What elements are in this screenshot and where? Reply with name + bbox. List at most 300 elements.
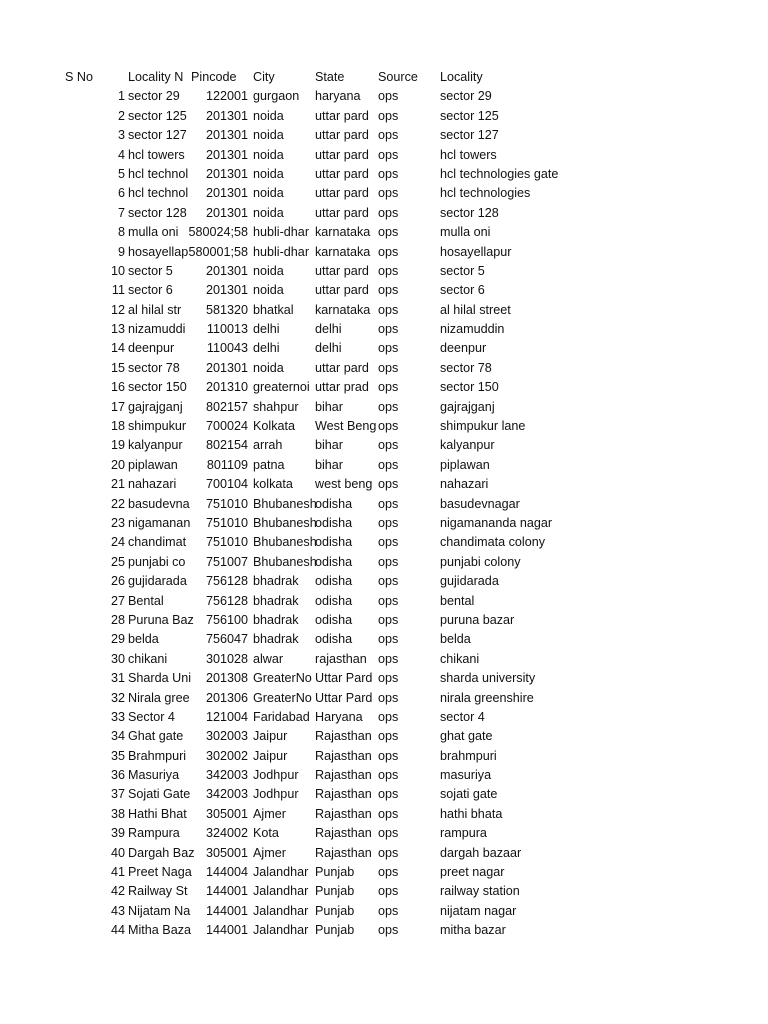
cell-locality: nijatam nagar bbox=[440, 903, 517, 918]
cell-locality: al hilal street bbox=[440, 302, 511, 317]
cell-state: uttar pard bbox=[315, 108, 369, 123]
cell-city: Jaipur bbox=[253, 748, 288, 763]
cell-pincode: 756128 bbox=[205, 574, 248, 589]
cell-source: ops bbox=[378, 651, 399, 666]
cell-locality-name: Sector 4 bbox=[128, 709, 175, 724]
cell-city: noida bbox=[253, 186, 284, 201]
cell-city: Kolkata bbox=[253, 419, 296, 434]
cell-locality-name: Dargah Baz bbox=[128, 845, 195, 860]
cell-city: Jalandhar bbox=[253, 865, 309, 880]
cell-pincode: 201308 bbox=[205, 671, 248, 686]
cell-locality-name: belda bbox=[128, 632, 159, 647]
cell-sno: 5 bbox=[117, 166, 125, 181]
cell-locality: gujidarada bbox=[440, 574, 499, 589]
cell-sno: 44 bbox=[110, 923, 125, 938]
cell-state: Uttar Pard bbox=[315, 690, 373, 705]
cell-locality: sojati gate bbox=[440, 787, 498, 802]
table-row bbox=[0, 844, 768, 863]
cell-sno: 31 bbox=[110, 671, 125, 686]
cell-sno: 6 bbox=[117, 186, 125, 201]
cell-sno: 11 bbox=[111, 283, 125, 298]
cell-source: ops bbox=[378, 186, 399, 201]
cell-locality-name: Masuriya bbox=[128, 768, 180, 783]
cell-locality-name: sector 29 bbox=[128, 89, 180, 104]
cell-source: ops bbox=[378, 147, 399, 162]
cell-city: delhi bbox=[253, 341, 280, 356]
cell-pincode: 302002 bbox=[205, 748, 248, 763]
cell-state: uttar pard bbox=[315, 147, 369, 162]
cell-state: odisha bbox=[315, 574, 353, 589]
cell-locality: sector 4 bbox=[440, 709, 485, 724]
table-row bbox=[0, 456, 768, 475]
cell-pincode: 756100 bbox=[205, 612, 248, 627]
cell-locality-name: Nijatam Na bbox=[128, 903, 191, 918]
cell-sno: 25 bbox=[110, 554, 125, 569]
header-state: State bbox=[315, 70, 345, 84]
cell-pincode: 201301 bbox=[205, 263, 248, 278]
cell-state: uttar pard bbox=[315, 263, 369, 278]
cell-source: ops bbox=[378, 554, 399, 569]
cell-locality: chikani bbox=[440, 651, 480, 666]
cell-city: Kota bbox=[253, 826, 279, 841]
cell-sno: 33 bbox=[110, 709, 125, 724]
cell-pincode: 342003 bbox=[205, 768, 248, 783]
cell-source: ops bbox=[378, 593, 399, 608]
cell-state: Uttar Pard bbox=[315, 671, 373, 686]
cell-locality-name: Puruna Baz bbox=[128, 612, 194, 627]
table-row bbox=[0, 262, 768, 281]
cell-city: noida bbox=[253, 128, 284, 143]
cell-state: uttar pard bbox=[315, 205, 369, 220]
cell-sno: 18 bbox=[110, 419, 125, 434]
table-row bbox=[0, 398, 768, 417]
cell-locality-name: hcl technol bbox=[128, 166, 189, 181]
table-row bbox=[0, 533, 768, 552]
cell-sno: 8 bbox=[117, 225, 125, 240]
cell-source: ops bbox=[378, 690, 399, 705]
cell-city: bhadrak bbox=[253, 574, 299, 589]
table-row bbox=[0, 863, 768, 882]
cell-source: ops bbox=[378, 515, 399, 530]
cell-state: Haryana bbox=[315, 709, 363, 724]
cell-city: noida bbox=[253, 166, 284, 181]
cell-sno: 42 bbox=[110, 884, 125, 899]
cell-pincode: 201301 bbox=[205, 360, 248, 375]
spreadsheet bbox=[0, 68, 768, 941]
cell-source: ops bbox=[378, 671, 399, 686]
cell-pincode: 201301 bbox=[205, 186, 248, 201]
header-source: Source bbox=[378, 70, 418, 84]
cell-locality: gajrajganj bbox=[440, 399, 495, 414]
cell-sno: 37 bbox=[110, 787, 125, 802]
cell-city: noida bbox=[253, 205, 284, 220]
cell-state: odisha bbox=[315, 593, 353, 608]
cell-city: GreaterNo bbox=[253, 671, 312, 686]
table-row bbox=[0, 630, 768, 649]
cell-pincode: 122001 bbox=[205, 89, 248, 104]
cell-locality-name: Brahmpuri bbox=[128, 748, 187, 763]
cell-source: ops bbox=[378, 806, 399, 821]
cell-locality-name: mulla oni bbox=[128, 225, 179, 240]
cell-sno: 24 bbox=[110, 535, 125, 550]
cell-sno: 21 bbox=[110, 477, 125, 492]
cell-state: odisha bbox=[315, 554, 353, 569]
cell-sno: 10 bbox=[110, 263, 125, 278]
cell-state: odisha bbox=[315, 515, 353, 530]
cell-state: delhi bbox=[315, 322, 342, 337]
cell-city: arrah bbox=[253, 438, 283, 453]
cell-locality-name: Mitha Baza bbox=[128, 923, 191, 938]
cell-locality-name: sector 128 bbox=[128, 205, 187, 220]
cell-pincode: 751010 bbox=[205, 496, 248, 511]
cell-sno: 2 bbox=[117, 108, 125, 123]
table-row bbox=[0, 359, 768, 378]
cell-pincode: 302003 bbox=[205, 729, 248, 744]
cell-locality: dargah bazaar bbox=[440, 845, 522, 860]
cell-pincode: 144004 bbox=[205, 865, 248, 880]
cell-locality-name: gujidarada bbox=[128, 574, 187, 589]
cell-locality: punjabi colony bbox=[440, 554, 521, 569]
cell-sno: 23 bbox=[110, 515, 125, 530]
cell-source: ops bbox=[378, 729, 399, 744]
cell-source: ops bbox=[378, 574, 399, 589]
cell-state: haryana bbox=[315, 89, 361, 104]
cell-city: greaternoi bbox=[253, 380, 310, 395]
cell-source: ops bbox=[378, 903, 399, 918]
cell-locality: kalyanpur bbox=[440, 438, 495, 453]
cell-locality-name: hcl towers bbox=[128, 147, 185, 162]
cell-state: Rajasthan bbox=[315, 806, 372, 821]
cell-city: noida bbox=[253, 108, 284, 123]
cell-locality: hcl towers bbox=[440, 147, 497, 162]
header-locality: Locality bbox=[440, 70, 483, 84]
cell-locality: shimpukur lane bbox=[440, 419, 526, 434]
cell-source: ops bbox=[378, 244, 399, 259]
cell-sno: 41 bbox=[110, 865, 125, 880]
cell-sno: 43 bbox=[110, 903, 125, 918]
cell-sno: 14 bbox=[110, 341, 125, 356]
table-row bbox=[0, 378, 768, 397]
cell-sno: 4 bbox=[117, 147, 125, 162]
cell-pincode: 700024 bbox=[205, 419, 248, 434]
cell-pincode: 756128 bbox=[205, 593, 248, 608]
cell-city: Jodhpur bbox=[253, 787, 299, 802]
cell-sno: 16 bbox=[110, 380, 125, 395]
cell-locality-name: chikani bbox=[128, 651, 168, 666]
cell-locality: belda bbox=[440, 632, 471, 647]
cell-source: ops bbox=[378, 748, 399, 763]
cell-locality-name: basudevna bbox=[128, 496, 190, 511]
cell-state: bihar bbox=[315, 438, 344, 453]
table-row bbox=[0, 126, 768, 145]
cell-locality-name: sector 6 bbox=[128, 283, 173, 298]
cell-city: GreaterNo bbox=[253, 690, 312, 705]
cell-state: uttar pard bbox=[315, 283, 369, 298]
table-row bbox=[0, 572, 768, 591]
cell-pincode: 801109 bbox=[206, 457, 248, 472]
cell-city: hubli-dhar bbox=[253, 225, 310, 240]
cell-city: Jalandhar bbox=[253, 903, 309, 918]
cell-source: ops bbox=[378, 302, 399, 317]
cell-city: delhi bbox=[253, 322, 280, 337]
cell-source: ops bbox=[378, 166, 399, 181]
cell-locality-name: sector 5 bbox=[128, 263, 173, 278]
table-row bbox=[0, 747, 768, 766]
cell-source: ops bbox=[378, 884, 399, 899]
cell-locality-name: Nirala gree bbox=[128, 690, 190, 705]
table-row bbox=[0, 824, 768, 843]
table-row bbox=[0, 320, 768, 339]
cell-source: ops bbox=[378, 322, 399, 337]
cell-source: ops bbox=[378, 205, 399, 220]
cell-state: bihar bbox=[315, 457, 344, 472]
cell-source: ops bbox=[378, 263, 399, 278]
cell-sno: 19 bbox=[110, 438, 125, 453]
cell-locality-name: Sharda Uni bbox=[128, 671, 192, 686]
cell-locality: piplawan bbox=[440, 457, 490, 472]
cell-pincode: 144001 bbox=[205, 923, 248, 938]
cell-sno: 27 bbox=[110, 593, 125, 608]
cell-locality-name: Bental bbox=[128, 593, 164, 608]
cell-locality-name: chandimat bbox=[128, 535, 187, 550]
cell-city: Bhubanesh bbox=[253, 515, 317, 530]
cell-locality-name: nizamuddi bbox=[128, 322, 186, 337]
table-row bbox=[0, 165, 768, 184]
cell-locality-name: Hathi Bhat bbox=[128, 806, 187, 821]
cell-pincode: 342003 bbox=[205, 787, 248, 802]
table-row bbox=[0, 882, 768, 901]
cell-city: Ajmer bbox=[253, 806, 286, 821]
cell-state: Rajasthan bbox=[315, 787, 372, 802]
cell-state: uttar pard bbox=[315, 186, 369, 201]
cell-city: Jaipur bbox=[253, 729, 288, 744]
cell-pincode: 751010 bbox=[205, 515, 248, 530]
cell-sno: 34 bbox=[110, 729, 125, 744]
cell-city: kolkata bbox=[253, 477, 293, 492]
cell-locality: puruna bazar bbox=[440, 612, 515, 627]
cell-locality: hathi bhata bbox=[440, 806, 503, 821]
table-row bbox=[0, 514, 768, 533]
header-pincode: Pincode bbox=[191, 70, 237, 84]
cell-city: Ajmer bbox=[253, 845, 286, 860]
header-sno: S No bbox=[65, 70, 93, 84]
cell-locality-name: punjabi co bbox=[128, 554, 186, 569]
cell-city: gurgaon bbox=[253, 89, 300, 104]
cell-locality-name: shimpukur bbox=[128, 419, 187, 434]
cell-city: bhatkal bbox=[253, 302, 294, 317]
cell-sno: 30 bbox=[110, 651, 125, 666]
cell-pincode: 201301 bbox=[205, 128, 248, 143]
cell-state: karnataka bbox=[315, 302, 371, 317]
cell-pincode: 201306 bbox=[205, 690, 248, 705]
cell-pincode: 305001 bbox=[205, 845, 248, 860]
cell-city: Faridabad bbox=[253, 709, 310, 724]
cell-city: Jalandhar bbox=[253, 923, 309, 938]
cell-pincode: 201301 bbox=[205, 108, 248, 123]
cell-pincode: 581320 bbox=[205, 302, 248, 317]
cell-locality: sector 125 bbox=[440, 108, 499, 123]
cell-locality: ghat gate bbox=[440, 729, 493, 744]
table-row bbox=[0, 708, 768, 727]
cell-city: Bhubanesh bbox=[253, 535, 317, 550]
cell-state: West Beng bbox=[315, 419, 377, 434]
table-row bbox=[0, 805, 768, 824]
table-row bbox=[0, 107, 768, 126]
cell-locality-name: kalyanpur bbox=[128, 438, 183, 453]
cell-locality-name: al hilal str bbox=[128, 302, 182, 317]
cell-source: ops bbox=[378, 845, 399, 860]
table-row bbox=[0, 921, 768, 940]
cell-locality-name: sector 127 bbox=[128, 128, 187, 143]
table-body bbox=[0, 87, 768, 940]
cell-city: noida bbox=[253, 263, 284, 278]
table-row bbox=[0, 689, 768, 708]
cell-sno: 26 bbox=[110, 574, 125, 589]
cell-city: shahpur bbox=[253, 399, 299, 414]
cell-source: ops bbox=[378, 283, 399, 298]
cell-pincode: 751010 bbox=[205, 535, 248, 550]
table-row bbox=[0, 766, 768, 785]
table-row bbox=[0, 785, 768, 804]
cell-state: Punjab bbox=[315, 884, 355, 899]
cell-state: odisha bbox=[315, 632, 353, 647]
cell-locality-name: gajrajganj bbox=[128, 399, 183, 414]
cell-locality: sector 29 bbox=[440, 89, 492, 104]
cell-source: ops bbox=[378, 380, 399, 395]
table-row bbox=[0, 301, 768, 320]
cell-pincode: 110043 bbox=[206, 341, 248, 356]
cell-sno: 38 bbox=[110, 806, 125, 821]
table-row bbox=[0, 281, 768, 300]
cell-source: ops bbox=[378, 108, 399, 123]
cell-state: odisha bbox=[315, 496, 353, 511]
cell-pincode: 580024;58 bbox=[188, 225, 248, 240]
cell-pincode: 201310 bbox=[205, 380, 248, 395]
cell-locality: sharda university bbox=[440, 671, 536, 686]
cell-sno: 39 bbox=[110, 826, 125, 841]
cell-source: ops bbox=[378, 923, 399, 938]
cell-pincode: 324002 bbox=[205, 826, 248, 841]
table-row bbox=[0, 553, 768, 572]
cell-state: odisha bbox=[315, 535, 353, 550]
cell-state: Rajasthan bbox=[315, 845, 372, 860]
cell-city: noida bbox=[253, 360, 284, 375]
cell-locality: nizamuddin bbox=[440, 322, 505, 337]
cell-city: hubli-dhar bbox=[253, 244, 310, 259]
cell-state: west beng bbox=[315, 477, 373, 492]
table-row bbox=[0, 243, 768, 262]
header-city: City bbox=[253, 70, 275, 84]
cell-pincode: 305001 bbox=[205, 806, 248, 821]
cell-locality: masuriya bbox=[440, 768, 492, 783]
cell-locality-name: sector 78 bbox=[128, 360, 180, 375]
cell-locality-name: Sojati Gate bbox=[128, 787, 191, 802]
cell-pincode: 802157 bbox=[205, 399, 248, 414]
cell-locality: hcl technologies bbox=[440, 186, 531, 201]
table-row bbox=[0, 87, 768, 106]
cell-pincode: 201301 bbox=[205, 147, 248, 162]
cell-locality: preet nagar bbox=[440, 865, 505, 880]
cell-source: ops bbox=[378, 225, 399, 240]
cell-source: ops bbox=[378, 477, 399, 492]
cell-sno: 3 bbox=[117, 128, 125, 143]
table-row bbox=[0, 436, 768, 455]
cell-pincode: 751007 bbox=[205, 554, 248, 569]
cell-city: bhadrak bbox=[253, 612, 299, 627]
cell-city: Bhubanesh bbox=[253, 496, 317, 511]
header-locality-name: Locality N bbox=[128, 70, 184, 84]
cell-state: Rajasthan bbox=[315, 748, 372, 763]
cell-locality: sector 78 bbox=[440, 360, 492, 375]
cell-city: bhadrak bbox=[253, 593, 299, 608]
cell-sno: 20 bbox=[110, 457, 125, 472]
cell-pincode: 580001;58 bbox=[188, 244, 248, 259]
cell-state: Punjab bbox=[315, 923, 355, 938]
cell-locality: sector 6 bbox=[440, 283, 485, 298]
cell-sno: 22 bbox=[110, 496, 125, 511]
cell-locality: nirala greenshire bbox=[440, 690, 534, 705]
table-row bbox=[0, 417, 768, 436]
cell-locality: basudevnagar bbox=[440, 496, 520, 511]
cell-source: ops bbox=[378, 438, 399, 453]
cell-locality-name: hcl technol bbox=[128, 186, 189, 201]
cell-pincode: 144001 bbox=[205, 903, 248, 918]
cell-locality-name: sector 150 bbox=[128, 380, 187, 395]
cell-locality: mulla oni bbox=[440, 225, 491, 240]
cell-locality: nigamananda nagar bbox=[440, 515, 553, 530]
cell-state: uttar pard bbox=[315, 128, 369, 143]
cell-sno: 9 bbox=[117, 244, 125, 259]
cell-locality-name: piplawan bbox=[128, 457, 178, 472]
cell-source: ops bbox=[378, 457, 399, 472]
table-row bbox=[0, 902, 768, 921]
cell-locality: sector 5 bbox=[440, 263, 485, 278]
table-row bbox=[0, 669, 768, 688]
table-row bbox=[0, 475, 768, 494]
cell-locality-name: hosayellap bbox=[128, 244, 189, 259]
table-row bbox=[0, 592, 768, 611]
table-row bbox=[0, 495, 768, 514]
cell-sno: 32 bbox=[110, 690, 125, 705]
cell-city: Jalandhar bbox=[253, 884, 309, 899]
cell-pincode: 700104 bbox=[205, 477, 248, 492]
cell-sno: 40 bbox=[110, 845, 125, 860]
cell-source: ops bbox=[378, 341, 399, 356]
cell-locality: hosayellapur bbox=[440, 244, 512, 259]
cell-source: ops bbox=[378, 612, 399, 627]
cell-state: Rajasthan bbox=[315, 826, 372, 841]
cell-locality-name: Railway St bbox=[128, 884, 188, 899]
cell-pincode: 201301 bbox=[205, 205, 248, 220]
cell-locality-name: nigamanan bbox=[128, 515, 191, 530]
cell-source: ops bbox=[378, 128, 399, 143]
cell-sno: 29 bbox=[110, 632, 125, 647]
table-row bbox=[0, 223, 768, 242]
cell-state: Punjab bbox=[315, 865, 355, 880]
cell-sno: 28 bbox=[110, 612, 125, 627]
cell-sno: 35 bbox=[110, 748, 125, 763]
cell-pincode: 144001 bbox=[205, 884, 248, 899]
cell-locality-name: deenpur bbox=[128, 341, 175, 356]
cell-state: karnataka bbox=[315, 225, 371, 240]
cell-source: ops bbox=[378, 865, 399, 880]
cell-source: ops bbox=[378, 535, 399, 550]
table-row bbox=[0, 204, 768, 223]
cell-state: rajasthan bbox=[315, 651, 367, 666]
cell-state: Rajasthan bbox=[315, 729, 372, 744]
cell-city: noida bbox=[253, 283, 284, 298]
cell-locality: mitha bazar bbox=[440, 923, 506, 938]
